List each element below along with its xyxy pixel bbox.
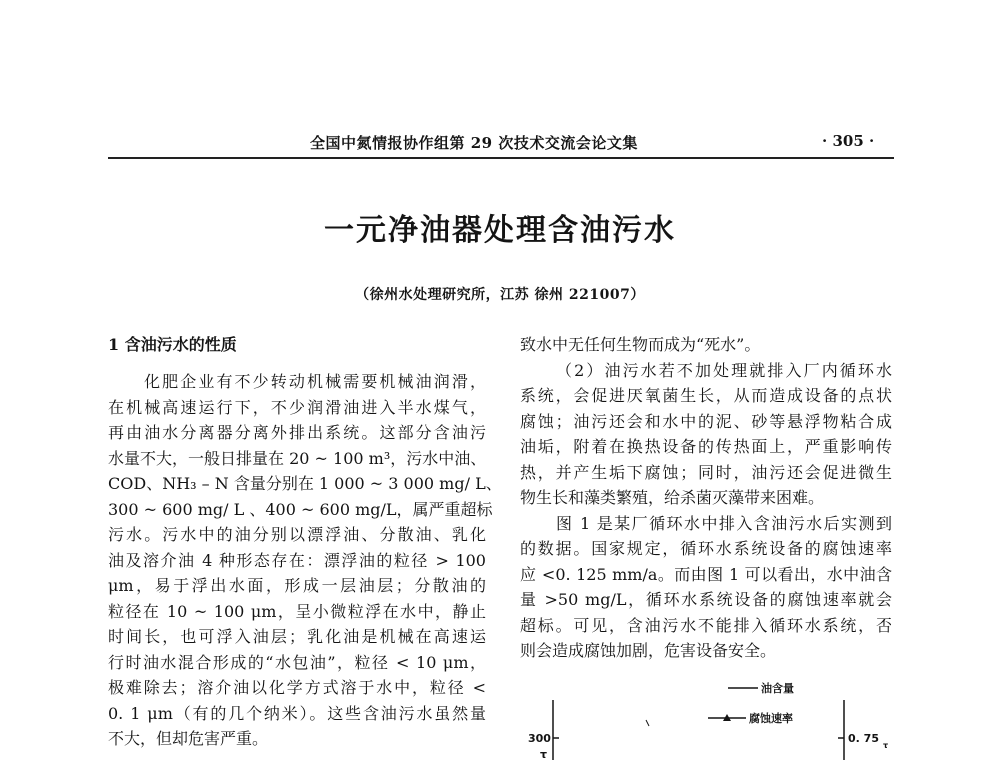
paragraph-line: 应 <0. 125 mm/a。而由图 1 可以看出，水中油含 <box>520 564 892 584</box>
paragraph-line: （2）油污水若不加处理就排入厂内循环水 <box>556 360 892 380</box>
plot-mark <box>646 720 649 726</box>
paragraph-line: 水量不大，一般日排量在 20 ~ 100 m³，污水中油、 <box>108 448 487 468</box>
paragraph-line: 化肥企业有不少转动机械需要机械油润滑， <box>144 372 486 391</box>
paragraph-line: 时间长，也可浮入油层；乳化油是机械在高速运 <box>108 627 486 646</box>
paragraph-line: 物生长和藻类繁殖，给杀菌灭藻带来困难。 <box>520 488 825 507</box>
section-heading: 1 含油污水的性质 <box>108 335 237 354</box>
author-affiliation: （徐州水处理研究所，江苏 徐州 221007） <box>355 287 645 303</box>
paragraph-line: 0. 1 μm（有的几个纳米）。这些含油污水虽然量 <box>108 703 486 723</box>
paragraph-line: 系统，会促进厌氧菌生长，从而造成设备的点状 <box>520 386 892 405</box>
paragraph-line: 油及溶介油 4 种形态存在：漂浮油的粒径 > 100 <box>108 550 486 570</box>
y-right-axis-label: τ <box>883 741 889 750</box>
paragraph-line: 量 >50 mg/L，循环水系统设备的腐蚀速率就会 <box>520 590 892 609</box>
paragraph-line: 致水中无任何生物而成为“死水”。 <box>520 335 761 354</box>
paragraph-line: COD、NH₃ – N 含量分别在 1 000 ~ 3 000 mg/ L、 <box>108 474 502 493</box>
y-left-tick-label: 300 <box>528 732 551 745</box>
paragraph-line: 行时油水混合形成的“水包油”，粒径 < 10 μm， <box>108 652 486 672</box>
paragraph-line: 极难除去；溶介油以化学方式溶于水中，粒径 < <box>108 678 486 697</box>
paper-title: 一元净油器处理含油污水 <box>324 213 676 248</box>
paragraph-line: 热，并产生垢下腐蚀；同时，油污还会促进微生 <box>520 462 892 482</box>
legend-label-corrosion: 腐蚀速率 <box>749 712 793 725</box>
header-rule <box>108 157 894 159</box>
y-left-axis-label: τ <box>540 748 548 760</box>
paragraph-line: 的数据。国家规定，循环水系统设备的腐蚀速率 <box>520 539 892 558</box>
paragraph-line: 图 1 是某厂循环水中排入含油污水后实测到 <box>556 513 892 533</box>
page-number: · 305 · <box>822 132 875 150</box>
paragraph-line: 腐蚀；油污还会和水中的泥、砂等悬浮物粘合成 <box>520 411 892 431</box>
paragraph-line: μm，易于浮出水面，形成一层油层；分散油的 <box>108 576 486 595</box>
chart-svg <box>520 672 900 760</box>
left-column <box>108 369 502 752</box>
legend-label-oil: 油含量 <box>761 682 794 695</box>
paragraph-line: 在机械高速运行下，不少润滑油进入半水煤气， <box>108 397 486 417</box>
right-column <box>520 332 892 664</box>
paragraph-line: 不大，但却危害严重。 <box>108 729 269 748</box>
paragraph-line: 再由油水分离器分离外排出系统。这部分含油污 <box>108 423 486 442</box>
paragraph-line: 油垢，附着在换热设备的传热面上，严重影响传 <box>520 437 892 456</box>
paragraph-line: 超标。可见，含油污水不能排入循环水系统，否 <box>520 615 892 635</box>
paragraph-line: 300 ~ 600 mg/ L 、400 ~ 600 mg/L，属严重超标 <box>108 499 493 519</box>
y-right-tick-label: 0. 75 <box>848 732 879 745</box>
running-header: 全国中氮情报协作组第 29 次技术交流会论文集 <box>310 134 638 152</box>
figure-1 <box>520 672 900 760</box>
paragraph-line: 则会造成腐蚀加剧，危害设备安全。 <box>520 641 777 660</box>
paragraph-line: 污水。污水中的油分别以漂浮油、分散油、乳化 <box>108 525 486 544</box>
paragraph-line: 粒径在 10 ~ 100 μm，呈小微粒浮在水中，静止 <box>108 601 486 621</box>
